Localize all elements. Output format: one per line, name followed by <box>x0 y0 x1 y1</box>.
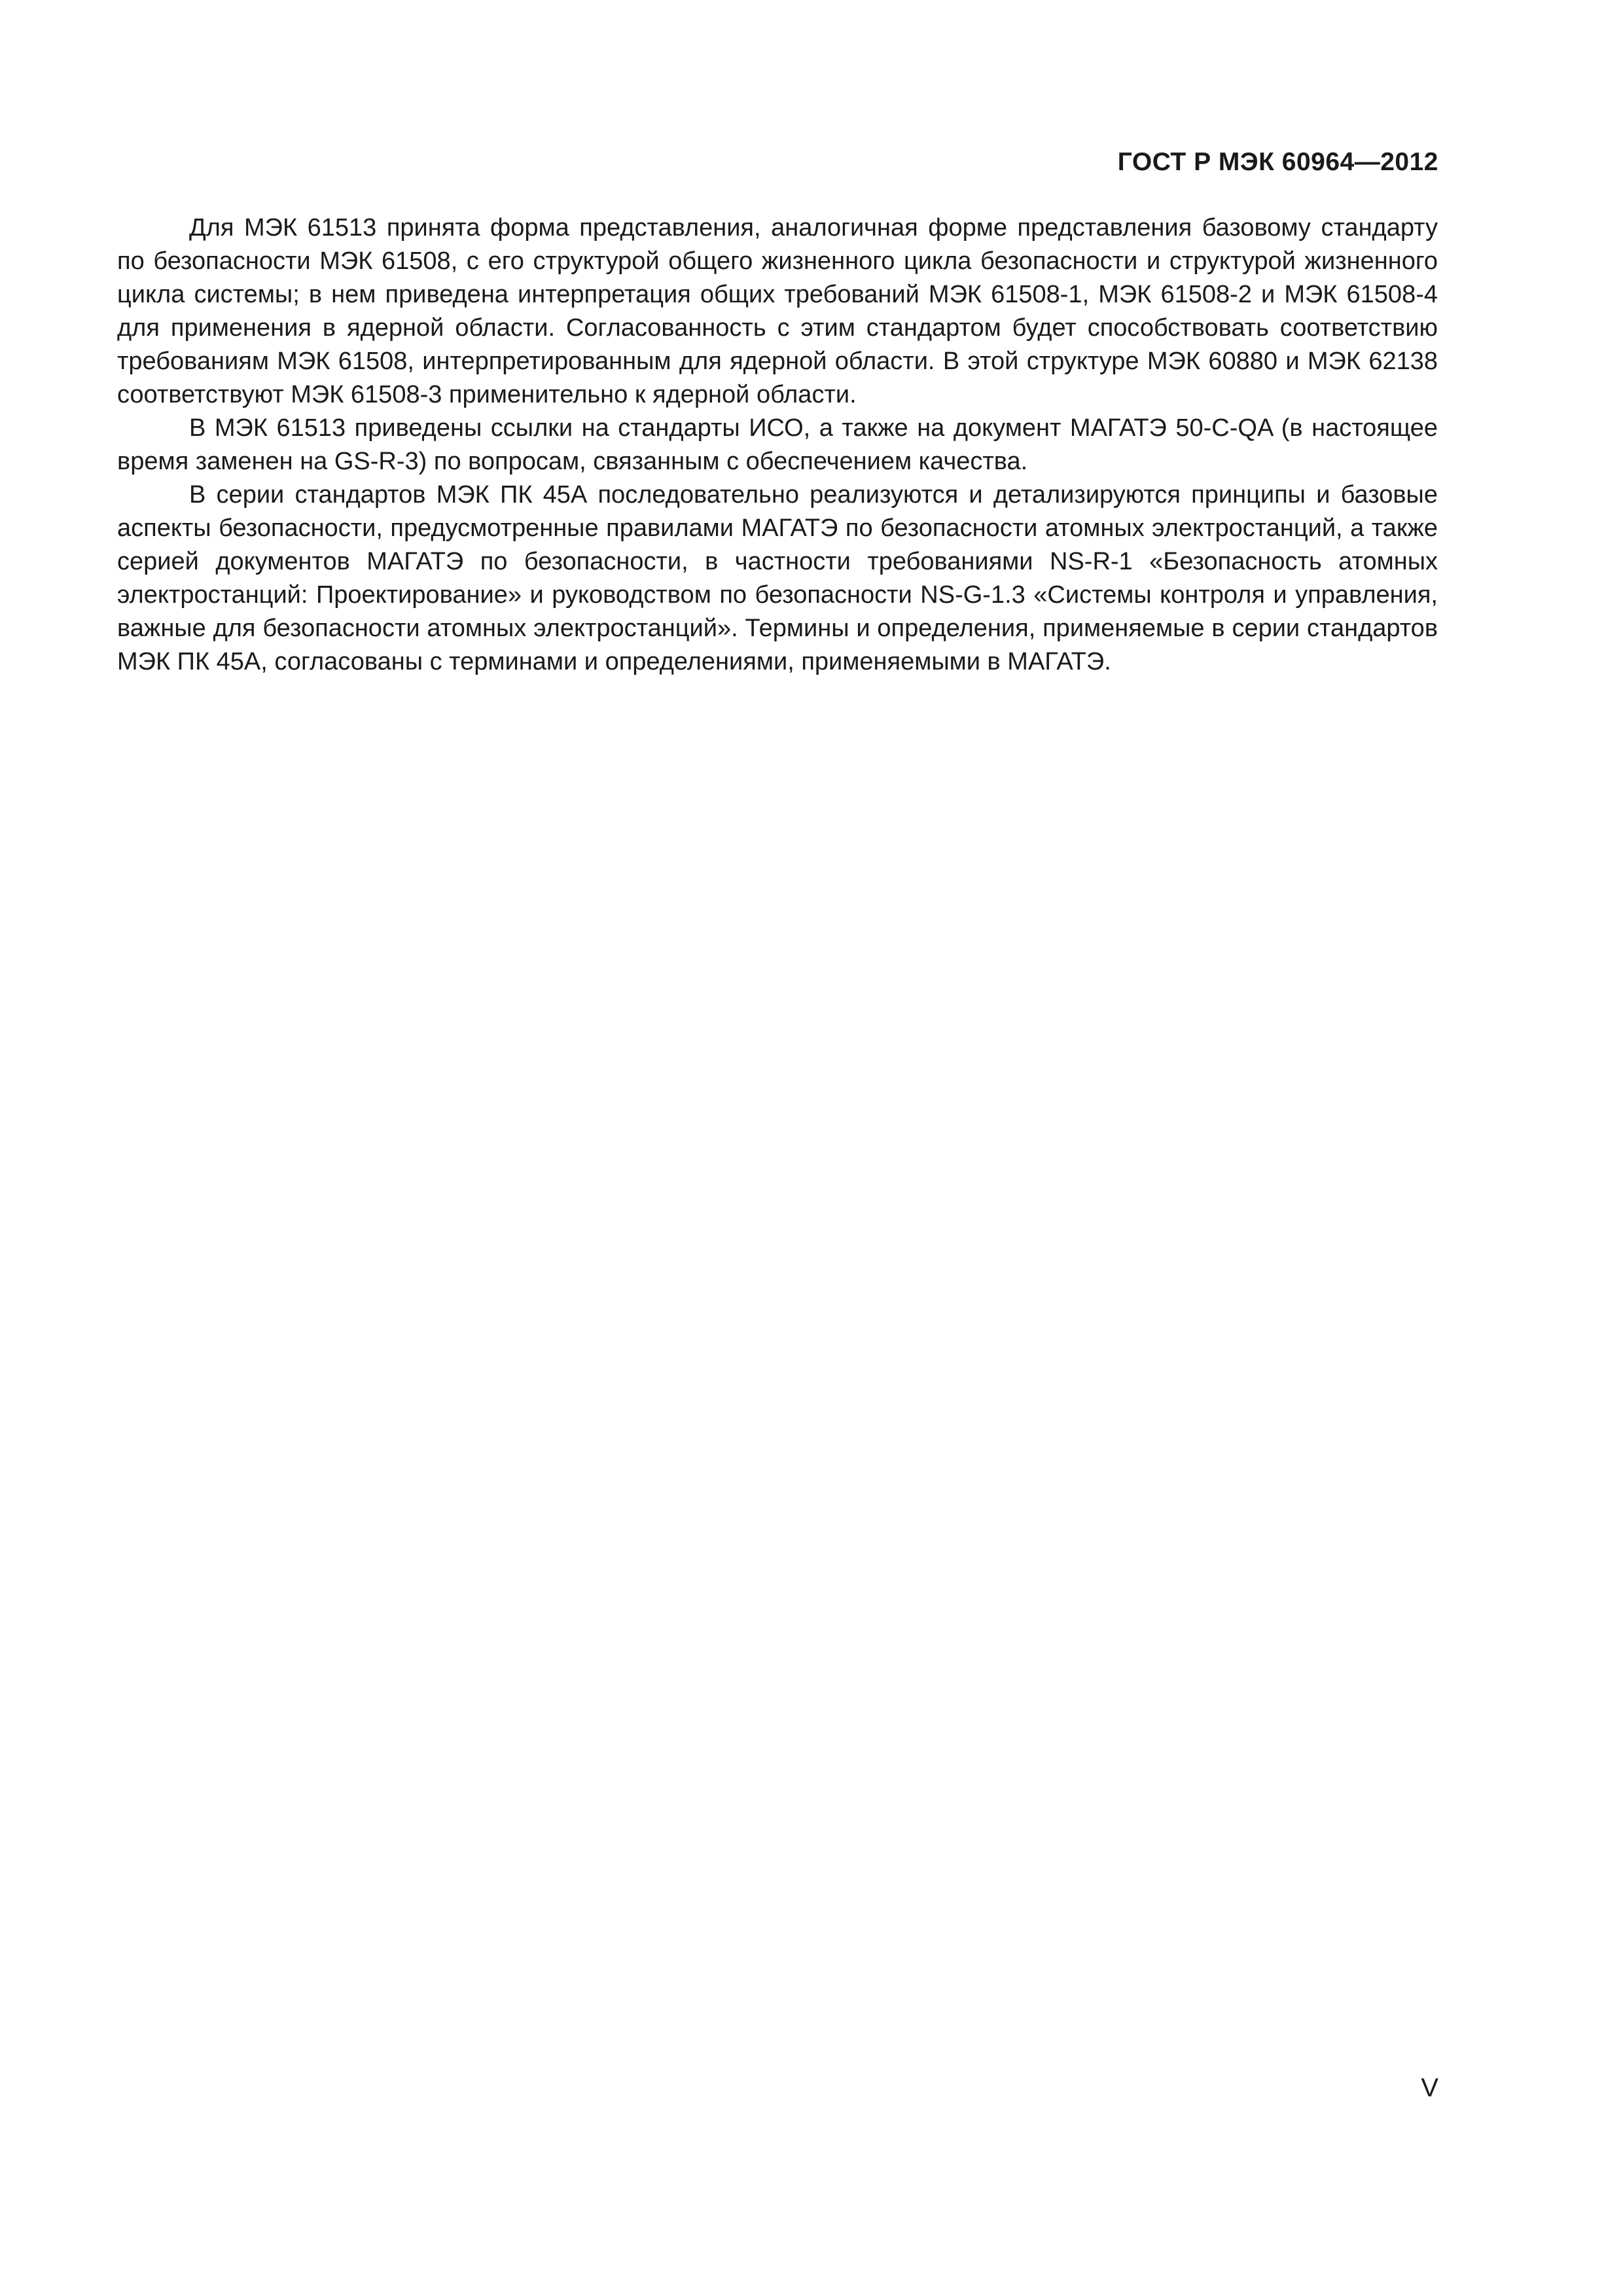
paragraph-3: В серии стандартов МЭК ПК 45А последовательно реализуются и детализируются принципы и базовые аспекты безопасности, предусмотренные правилами МАГАТЭ по безопасности атомных электростанций, а также серией документов МАГАТЭ по безопасности, в частности требованиями NS-R-1 «Безопасность атомных электростанций: Проектирование» и руководством по безопасности NS-G-1.3 «Системы контроля и управления, важные для безопасности атомных электростанций». Термины и определения, применяемые в серии стандартов МЭК ПК 45А, согласованы с терминами и определениями, применяемыми в МАГАТЭ. <box>117 481 1438 675</box>
body-text <box>117 211 1438 679</box>
page-header-standard-code: ГОСТ Р МЭК 60964—2012 <box>1117 148 1438 176</box>
page-number: V <box>1421 2073 1438 2102</box>
paragraph-1: Для МЭК 61513 принята форма представления, аналогичная форме представления базовому стандарту по безопасности МЭК 61508, с его структурой общего жизненного цикла безопасности и структурой жизненного цикла системы; в нем приведена интерпретация общих требований МЭК 61508-1, МЭК 61508-2 и МЭК 61508-4 для применения в ядерной области. Согласованность с этим стандартом будет способствовать соответствию требованиям МЭК 61508, интерпретированным для ядерной области. В этой структуре МЭК 60880 и МЭК 62138 соответствуют МЭК 61508-3 применительно к ядерной области. <box>117 214 1438 408</box>
paragraph-2: В МЭК 61513 приведены ссылки на стандарты ИСО, а также на документ МАГАТЭ 50-C-QA (в настоящее время заменен на GS-R-3) по вопросам, связанным с обеспечением качества. <box>117 414 1438 475</box>
